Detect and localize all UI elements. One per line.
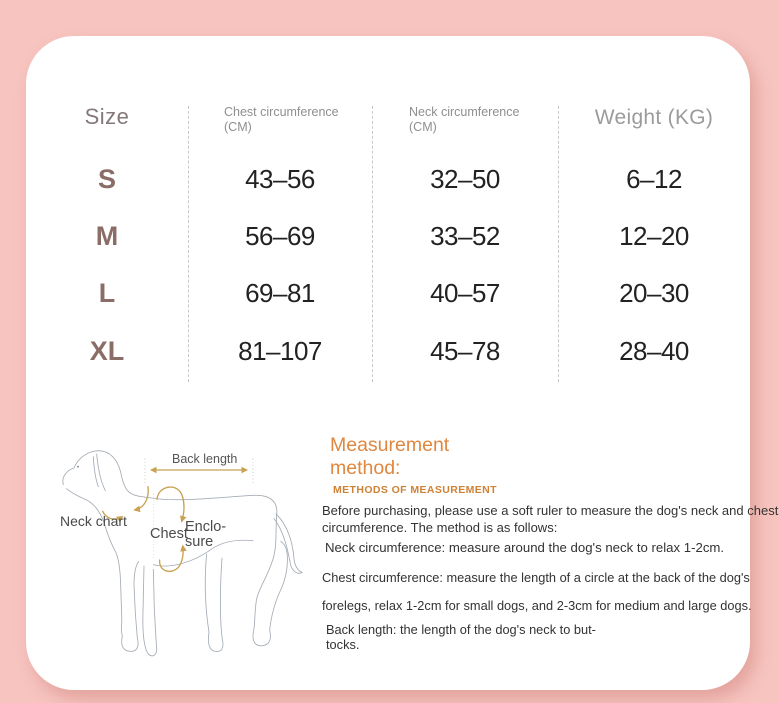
chest-instruction-line1: Chest circumference: measure the length of a circle at the back of the dog's [322, 570, 750, 585]
enclosure-label-line2: sure [185, 534, 214, 550]
measurement-method-heading: Measurement method: [330, 434, 450, 479]
size-label-m: M [95, 221, 119, 251]
weight-value-s: 6–12 [626, 164, 682, 194]
size-label-s: S [97, 164, 116, 194]
weight-value-xl: 28–40 [619, 336, 689, 366]
back-length-label: Back length [172, 452, 238, 466]
enclosure-label [185, 520, 226, 550]
measurement-method-subheading: METHODS OF MEASUREMENT [333, 484, 497, 496]
intro-text-line1: Before purchasing, please use a soft ruler to measure the dog's neck and chest [322, 503, 779, 518]
weight-value-m: 12–20 [619, 221, 689, 251]
size-label-xl: XL [89, 336, 125, 366]
neck-instruction: Neck circumference: measure around the dog's neck to relax 1-2cm. [325, 540, 725, 555]
chest-label: Chest [150, 526, 188, 542]
chest-value-xl: 81–107 [238, 336, 322, 366]
chest-value-s: 43–56 [245, 164, 315, 194]
neck-value-xl: 45–78 [430, 336, 500, 366]
chest-value-m: 56–69 [245, 221, 315, 251]
chest-value-l: 69–81 [245, 278, 315, 308]
column-header-neck: Neck circumference (CM) [409, 105, 520, 134]
weight-value-l: 20–30 [619, 278, 689, 308]
neck-value-s: 32–50 [430, 164, 500, 194]
neck-girth-label: Neck chart [60, 513, 127, 529]
size-label-l: L [98, 278, 116, 308]
neck-arrow [135, 487, 149, 510]
back-length-instruction-line1: Back length: the length of the dog's neck to but- [326, 622, 596, 637]
back-length-instruction-line2: tocks. [326, 637, 360, 652]
chest-arrow [157, 487, 184, 521]
column-header-weight: Weight (KG) [594, 106, 714, 129]
enclosure-label-line1: Enclo- [185, 519, 227, 535]
column-header-size: Size [84, 104, 130, 129]
enclosure-arrow [160, 546, 184, 571]
column-header-chest: Chest circumference (CM) [224, 105, 339, 134]
neck-value-l: 40–57 [430, 278, 500, 308]
intro-text-line2: circumference. The method is as follows: [322, 520, 558, 535]
neck-value-m: 33–52 [430, 221, 500, 251]
chest-instruction-line2: forelegs, relax 1-2cm for small dogs, and 2-3cm for medium and large dogs. [322, 598, 752, 613]
dog-measurement-diagram-icon [38, 428, 330, 703]
